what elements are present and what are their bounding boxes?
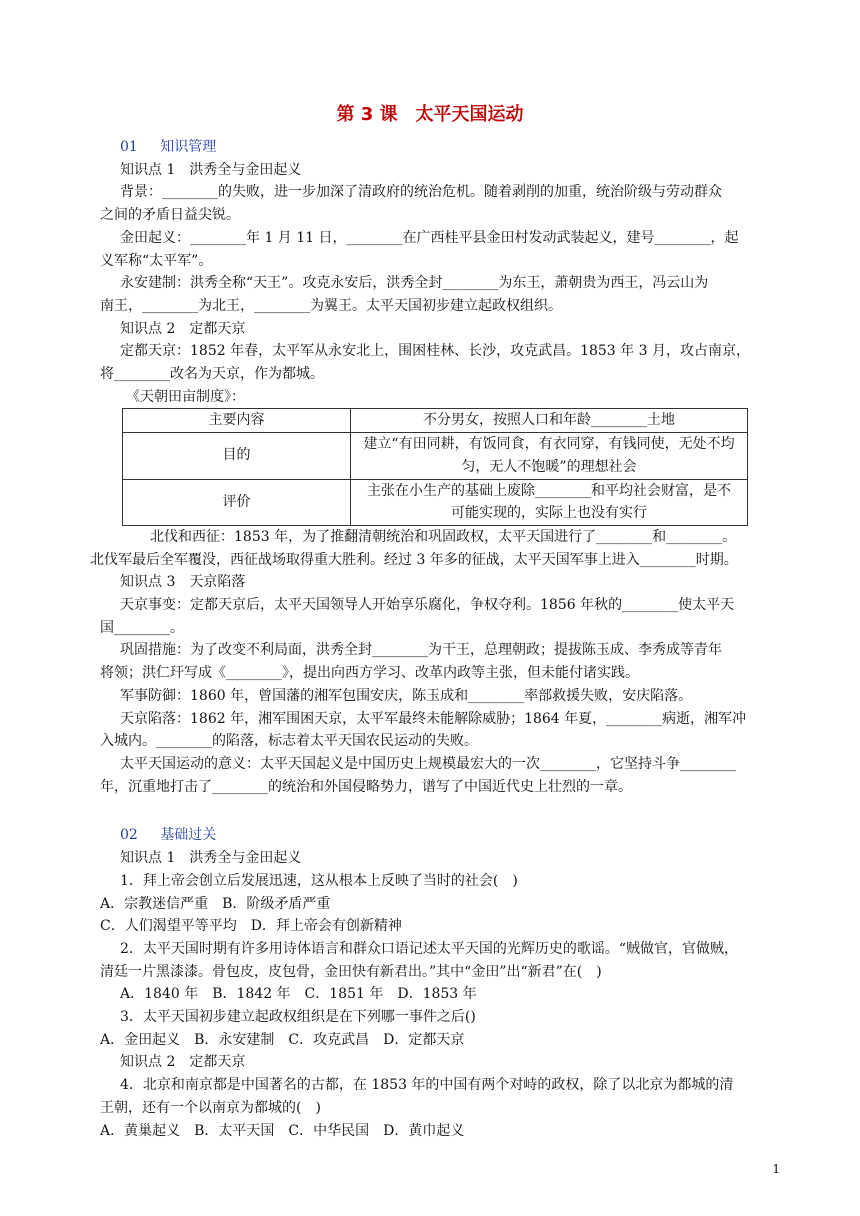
option-line: A．金田起义 B．永安建制 C．攻克武昌 D．定都天京 <box>100 1031 465 1048</box>
table-cell-value: 建立“有田同耕，有饭同食，有衣同穿，有钱同使，无处不均匀，无人不饱暖”的理想社会 <box>351 433 748 479</box>
text-line: 军事防御：1860 年，曾国藩的湘军包围安庆，陈玉成和________率部救援失败，安庆陷落。 <box>120 687 693 704</box>
question-line: 清廷一片黑漆漆。骨包皮，皮包骨，金田快有新君出。”其中“金田”出“新君”在( ) <box>100 963 602 980</box>
text-line: 义军称“太平军”。 <box>100 252 213 269</box>
table-cell-label: 主要内容 <box>123 409 351 433</box>
option-line: A．1840 年 B．1842 年 C．1851 年 D．1853 年 <box>120 986 477 1003</box>
text-line: 将领；洪仁玕写成《________》，提出向西方学习、改革内政等主张，但未能付诸实践。 <box>100 665 639 682</box>
text-line: 巩固措施：为了改变不利局面，洪秀全封________为干王，总理朝政；提拔陈玉成、李秀成等青年 <box>120 642 722 659</box>
table-row <box>123 409 748 433</box>
section-heading-practice <box>120 824 780 847</box>
option-line: C．人们渴望平等平均 D．拜上帝会有创新精神 <box>100 918 402 935</box>
question-line: 3．太平天国初步建立起政权组织是在下列哪一事件之后() <box>120 1009 476 1026</box>
option-line: A．黄巢起义 B．太平天国 C．中华民国 D．黄巾起义 <box>100 1122 465 1139</box>
text-line: 定都天京：1852 年春，太平军从永安北上，围困桂林、长沙，攻克武昌。1853 年 3 月，攻占南京， <box>120 343 750 360</box>
section-name: 基础过关 <box>160 827 217 844</box>
text-line: 知识点 2 定都天京 <box>120 1054 246 1071</box>
text-line: 将________改名为天京，作为都城。 <box>100 366 324 383</box>
table-cell-label: 目的 <box>123 433 351 479</box>
text-line: 背景：________的失败，进一步加深了清政府的统治危机。随着剥削的加重，统治阶级与劳动群众 <box>120 184 722 201</box>
land-system-table <box>122 408 748 526</box>
table-row <box>123 479 748 525</box>
text-line: 年，沉重地打击了________的统治和外国侵略势力，谱写了中国近代史上壮烈的一章。 <box>100 778 632 795</box>
table-row <box>123 433 748 479</box>
table-cell-label: 评价 <box>123 479 351 525</box>
page-title: 第 3 课 太平天国运动 <box>336 104 524 125</box>
document-body <box>90 136 780 1142</box>
text-line: 之间的矛盾日益尖锐。 <box>100 207 240 224</box>
text-line: 永安建制：洪秀全称“天王”。攻克永安后，洪秀全封________为东王，萧朝贵为西王，冯云山为 <box>120 275 709 292</box>
text-line: 知识点 3 天京陷落 <box>120 574 246 591</box>
question-line: 王朝，还有一个以南京为都城的( ) <box>100 1099 321 1116</box>
section-name: 知识管理 <box>160 139 217 155</box>
section-number: 02 <box>120 827 138 844</box>
text-line: 知识点 2 定都天京 <box>120 320 246 337</box>
text-line: 太平天国运动的意义：太平天国起义是中国历史上规模最宏大的一次________，它坚持斗争________ <box>120 755 736 772</box>
text-line: 北伐军最后全军覆没，西征战场取得重大胜利。经过 3 年多的征战，太平天国军事上进入________时期。 <box>90 551 738 568</box>
text-line: 入城内。________的陷落，标志着太平天国农民运动的失败。 <box>100 733 478 750</box>
option-line: A．宗教迷信严重 B．阶级矛盾严重 <box>100 895 331 912</box>
spacer <box>120 798 780 824</box>
page-number: 1 <box>772 1162 780 1176</box>
text-line: 南王，________为北王，________为翼王。太平天国初步建立起政权组织。 <box>100 297 562 314</box>
table-cell-value: 主张在小生产的基础上废除________和平均社会财富，是不可能实现的，实际上也没有实行 <box>351 479 748 525</box>
text-line: 天京陷落：1862 年，湘军围困天京，太平军最终未能解除威胁；1864 年夏，________病逝，湘军冲 <box>120 710 747 727</box>
section-heading-knowledge <box>120 136 780 159</box>
text-line: 金田起义：________年 1 月 11 日，________在广西桂平县金田村发动武装起义，建号________，起 <box>120 229 739 246</box>
section-number: 01 <box>120 139 138 155</box>
question-line: 4．北京和南京都是中国著名的古都，在 1853 年的中国有两个对峙的政权，除了以北京为都城的清 <box>120 1077 734 1094</box>
text-line: 天京事变：定都天京后，太平天国领导人开始享乐腐化，争权夺利。1856 年秋的________使太平天 <box>120 597 735 614</box>
table-cell-value: 不分男女，按照人口和年龄________土地 <box>351 409 748 433</box>
text-line: 《天朝田亩制度》： <box>126 388 245 405</box>
question-line: 1．拜上帝会创立后发展迅速，这从根本上反映了当时的社会( ) <box>120 872 518 889</box>
text-line: 知识点 1 洪秀全与金田起义 <box>120 161 302 178</box>
text-line: 知识点 1 洪秀全与金田起义 <box>120 850 302 867</box>
text-line: 国________。 <box>100 619 184 636</box>
question-line: 2．太平天国时期有许多用诗体语言和群众口语记述太平天国的光辉历史的歌谣。“贼做官，官做贼， <box>120 940 739 957</box>
text-line: 北伐和西征：1853 年，为了推翻清朝统治和巩固政权，太平天国进行了________和________。 <box>150 528 737 545</box>
